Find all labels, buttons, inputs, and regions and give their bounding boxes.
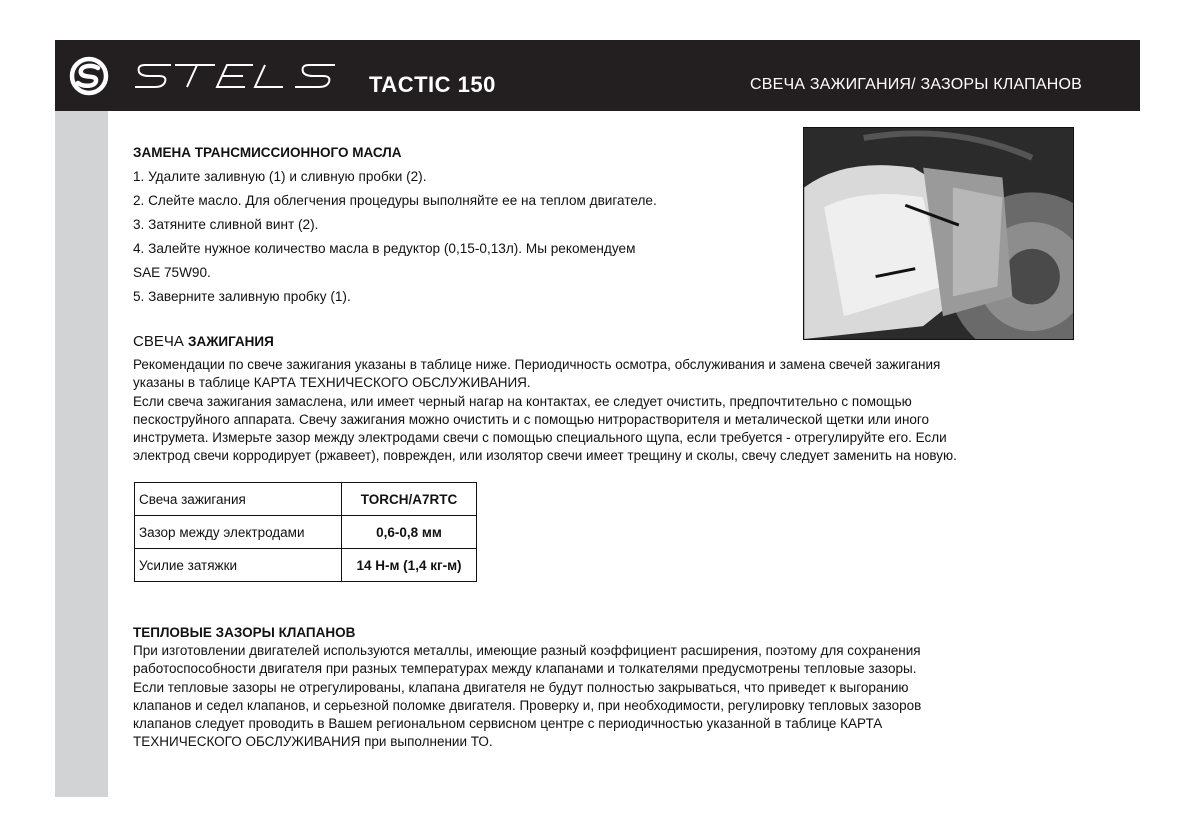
spark-line: указаны в таблице КАРТА ТЕХНИЧЕСКОГО ОБСЛУЖИВАНИЯ. — [133, 375, 531, 391]
gearbox-photo — [803, 127, 1074, 340]
model-name: TACTIC 150 — [369, 72, 496, 97]
sidebar-strip — [55, 111, 108, 797]
oil-step: 3. Затяните сливной винт (2). — [133, 217, 319, 232]
spec-label: Зазор между электродами — [135, 516, 342, 549]
header-bar — [55, 40, 1140, 111]
spark-section-heading — [133, 333, 274, 350]
valves-line: Если тепловые зазоры не отрегулированы, клапана двигателя не будут полностью закрываться, что приведет к выгоранию — [133, 679, 909, 695]
valves-line: ТЕХНИЧЕСКОГО ОБСЛУЖИВАНИЯ при выполнении ТО. — [133, 734, 493, 750]
oil-step: 2. Слейте масло. Для облегчения процедуры выполняйте ее на теплом двигателе. — [133, 193, 657, 208]
valves-line: клапанов следует проводить в Вашем региональном сервисном центре с периодичностью указанной в таблице КАРТА — [133, 716, 883, 732]
oil-step: 5. Заверните заливную пробку (1). — [133, 289, 351, 304]
valves-line: клапанов и седел клапанов, и серьезной поломке двигателя. Проверку и, при необходимости, регулировку тепловых зазоров — [133, 697, 922, 713]
spark-line: электрод свечи корродирует (ржавеет), поврежден, или изолятор свечи имеет трещину и сколы, свечу следует заменить на новую. — [133, 448, 957, 464]
table-row — [135, 483, 477, 516]
stels-s-logo-icon — [69, 56, 109, 96]
section-title: СВЕЧА ЗАЖИГАНИЯ/ ЗАЗОРЫ КЛАПАНОВ — [750, 76, 1082, 93]
table-row — [135, 516, 477, 549]
spark-paragraph — [133, 356, 1113, 466]
spec-value: 0,6-0,8 мм — [342, 516, 477, 549]
oil-step: SAE 75W90. — [133, 265, 211, 280]
spark-line: Если свеча зажигания замаслена, или имеет черный нагар на контактах, ее следует очистить, предпочтительно с помощью — [133, 393, 912, 409]
spec-label: Свеча зажигания — [135, 483, 342, 516]
table-row — [135, 549, 477, 582]
spec-value: 14 Н-м (1,4 кг-м) — [342, 549, 477, 582]
spark-heading-bold: ЗАЖИГАНИЯ — [188, 334, 274, 349]
valves-paragraph — [133, 642, 1113, 752]
spark-line: пескоструйного аппарата. Свечу зажигания можно очистить и с помощью нитрорастворителя и металической щетки или иного — [133, 411, 930, 427]
spec-value: TORCH/A7RTC — [342, 483, 477, 516]
spec-label: Усилие затяжки — [135, 549, 342, 582]
spark-line: Рекомендации по свече зажигания указаны в таблице ниже. Периодичность осмотра, обслуживания и замена свечей зажигания — [133, 357, 941, 372]
valves-section-heading: ТЕПЛОВЫЕ ЗАЗОРЫ КЛАПАНОВ — [133, 625, 356, 640]
valves-line: работоспособности двигателя при разных температурах между клапанами и толкателями предусмотрены тепловые зазоры. — [133, 661, 917, 677]
stels-wordmark-icon — [135, 62, 340, 90]
spark-line: инструмета. Измерьте зазор между электродами свечи с помощью специального щупа, если требуется - отрегулируйте его. Если — [133, 430, 947, 446]
valves-line: При изготовлении двигателей используются металлы, имеющие разный коэффициент расширения, поэтому для сохранения — [133, 643, 921, 658]
spark-heading-plain: СВЕЧА — [133, 333, 189, 350]
oil-section-heading: ЗАМЕНА ТРАНСМИССИОННОГО МАСЛА — [133, 145, 402, 160]
oil-step: 4. Залейте нужное количество масла в редуктор (0,15-0,13л). Мы рекомендуем — [133, 241, 636, 256]
oil-step: 1. Удалите заливную (1) и сливную пробки (2). — [133, 169, 427, 184]
spark-spec-table — [134, 482, 477, 582]
